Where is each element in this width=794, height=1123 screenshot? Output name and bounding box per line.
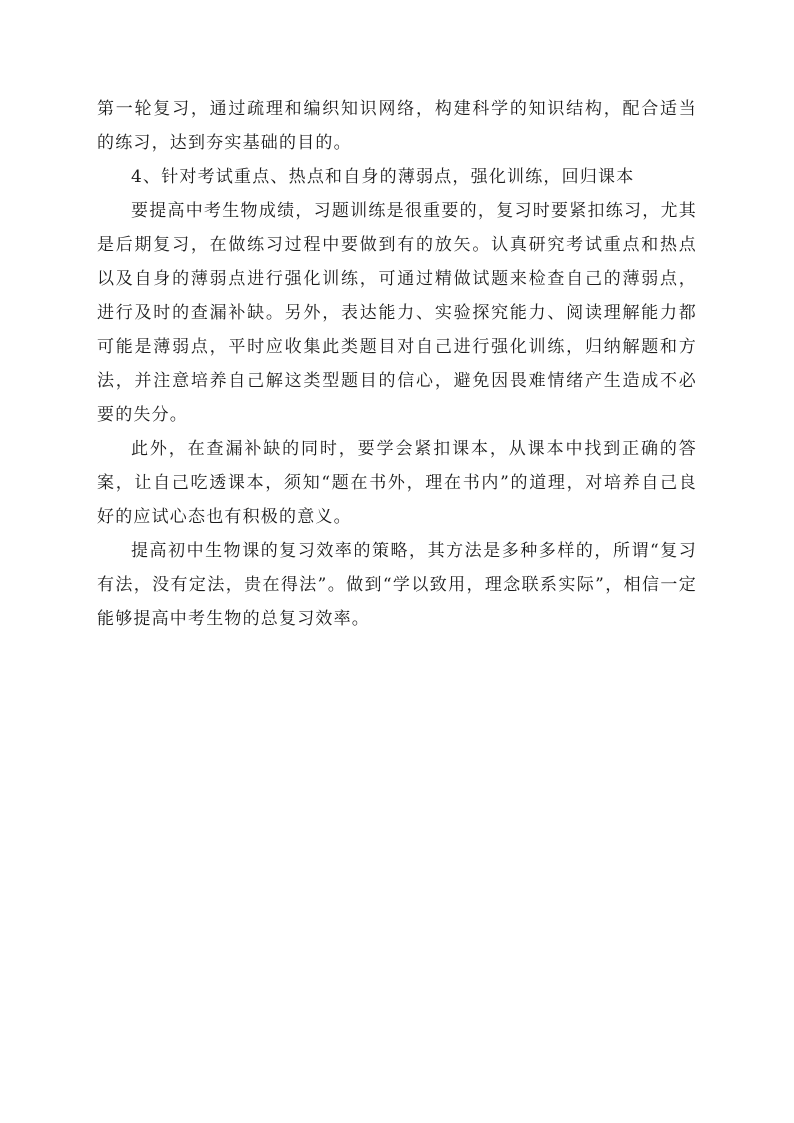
paragraph-2-heading: 4、针对考试重点、热点和自身的薄弱点，强化训练，回归课本 [131,167,635,187]
document-body [97,92,697,636]
paragraph-1: 第一轮复习，通过疏理和编织知识网络，构建科学的知识结构，配合适当的练习，达到夯实基础的目的。 [97,99,697,153]
paragraph-5: 提高初中生物课的复习效率的策略，其方法是多种多样的，所谓“复习有法，没有定法，贵在得法”。做到“学以致用，理念联系实际”，相信一定能够提高中考生物的总复习效率。 [97,541,697,629]
paragraph-4: 此外，在查漏补缺的同时，要学会紧扣课本，从课本中找到正确的答案，让自己吃透课本，须知“题在书外，理在书内”的道理，对培养自己良好的应试心态也有积极的意义。 [97,439,697,527]
paragraph-3: 要提高中考生物成绩，习题训练是很重要的，复习时要紧扣练习，尤其是后期复习，在做练习过程中要做到有的放矢。认真研究考试重点和热点以及自身的薄弱点进行强化训练，可通过精做试题来检查自己的薄弱点，进行及时的查漏补缺。另外，表达能力、实验探究能力、阅读理解能力都可能是薄弱点，平时应收集此类题目对自己进行强化训练，归纳解题和方法，并注意培养自己解这类型题目的信心，避免因畏难情绪产生造成不必要的失分。 [97,201,697,425]
